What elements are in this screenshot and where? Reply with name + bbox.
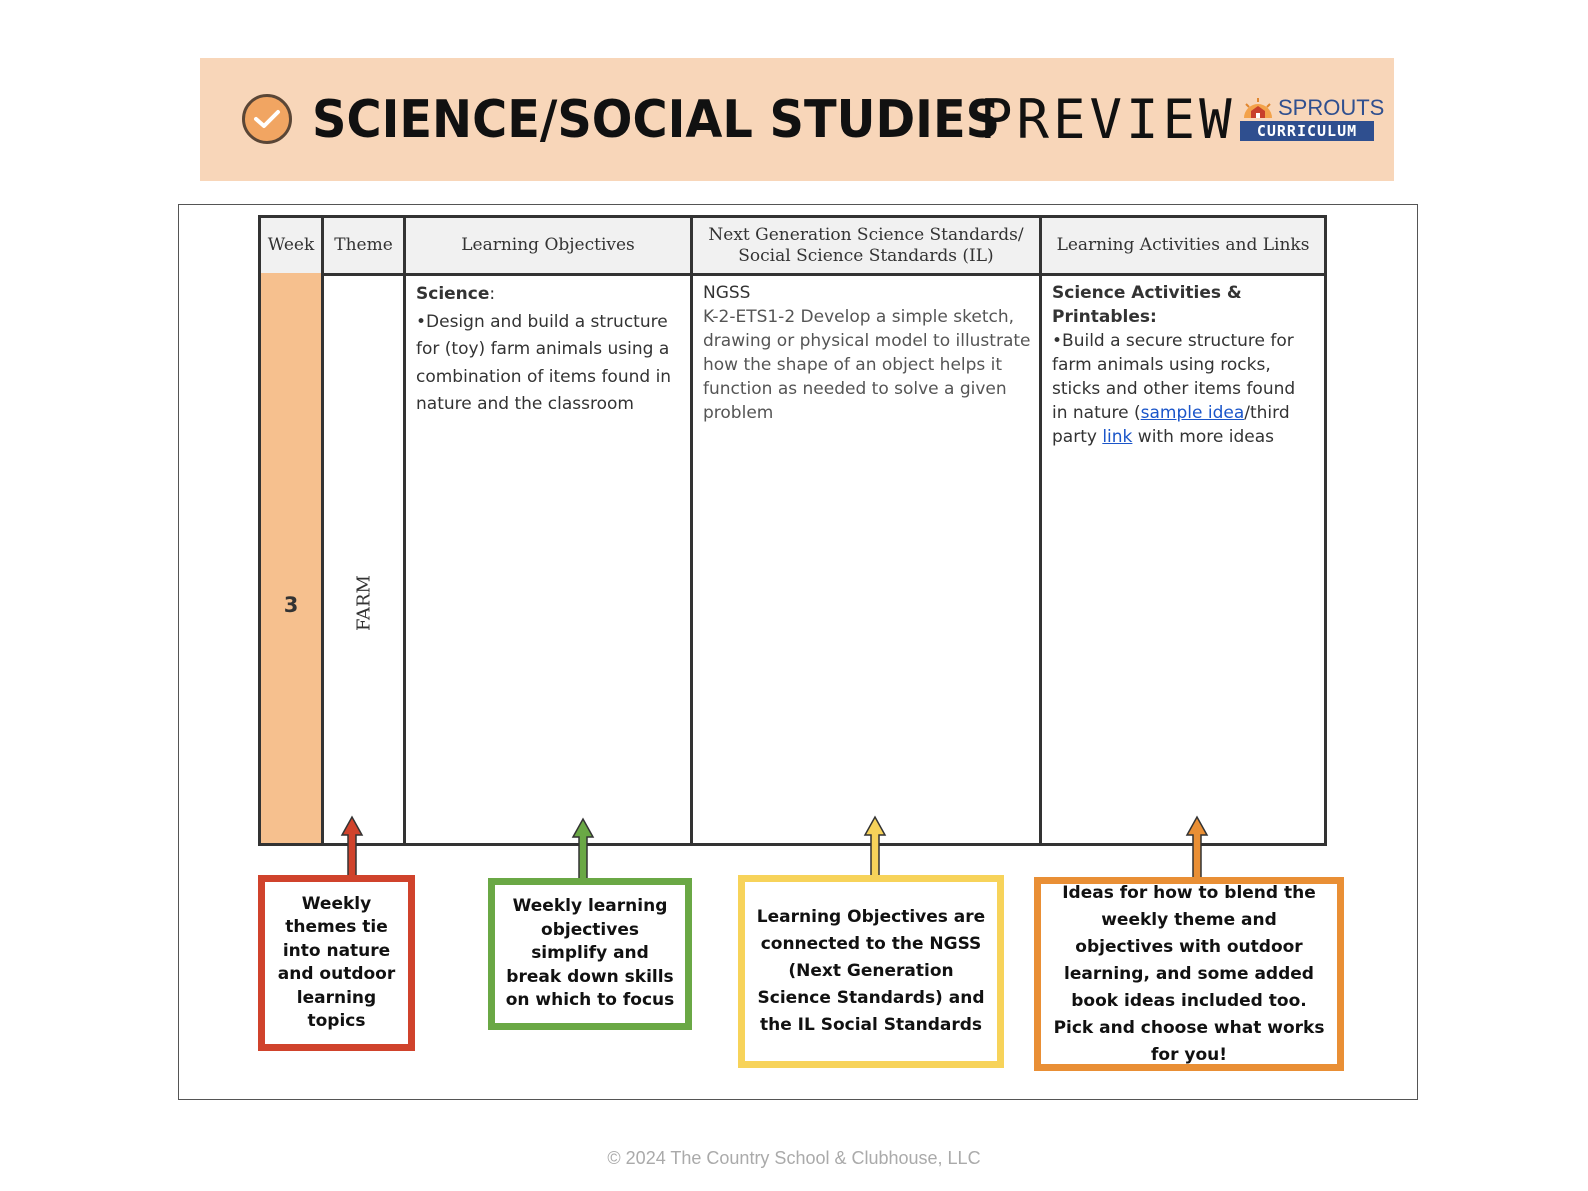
activities-cell <box>1039 273 1327 846</box>
activities-text-after: with more ideas <box>1132 427 1274 447</box>
standards-cell <box>690 273 1042 846</box>
objectives-text: •Design and build a structure for (toy) farm animals using a combination of items found in nature and the classroom <box>416 311 672 414</box>
sunrise-barn-icon <box>1240 96 1276 120</box>
orange-arrow-icon <box>1185 815 1209 881</box>
red-arrow-icon <box>340 815 364 879</box>
copyright-footer: © 2024 The Country School & Clubhouse, LLC <box>607 1148 981 1168</box>
activities-text-before: •Build a secure structure for farm animals using rocks, sticks and other items found in nature ( <box>1052 331 1296 423</box>
header-standards <box>690 215 1042 276</box>
callout-objectives: Weekly learning objectives simplify and break down skills on which to focus <box>488 878 692 1030</box>
green-arrow-icon <box>571 817 595 881</box>
title-preview-text: PREVIEW <box>980 88 1236 151</box>
activities-text-middle: /third party <box>1052 403 1290 447</box>
sample-idea-link[interactable]: sample idea <box>1140 403 1245 423</box>
theme-label: FARM <box>353 575 374 631</box>
activities-label: Science Activities & Printables: <box>1052 283 1242 327</box>
yellow-arrow-icon <box>863 815 887 881</box>
theme-cell <box>321 273 406 846</box>
page-title <box>312 82 1236 158</box>
logo-top <box>1240 95 1385 120</box>
header-theme: Theme <box>321 215 406 276</box>
week-number: 3 <box>283 593 299 617</box>
logo-sprouts-text: SPROUTS <box>1278 95 1385 120</box>
title-banner <box>200 58 1394 181</box>
third-party-link[interactable]: link <box>1102 427 1133 447</box>
header-activities: Learning Activities and Links <box>1039 215 1327 276</box>
week-cell <box>258 273 324 846</box>
objectives-label: Science <box>416 284 490 304</box>
header-standards-line2: Social Science Standards (IL) <box>738 245 994 266</box>
standards-text: K-2-ETS1-2 Develop a simple sketch, drawing or physical model to illustrate how the shape of an object helps it function as needed to solve a given problem <box>703 307 1031 423</box>
standards-content <box>703 281 1031 425</box>
checkmark-badge-icon <box>242 94 292 144</box>
sprouts-curriculum-logo <box>1240 95 1385 144</box>
logo-curriculum-text: CURRICULUM <box>1240 121 1374 141</box>
callout-standards: Learning Objectives are connected to the NGSS (Next Generation Science Standards) and the IL Social Standards <box>738 875 1004 1068</box>
header-standards-line1: Next Generation Science Standards/ <box>708 224 1024 245</box>
title-bold-text: SCIENCE/SOCIAL STUDIES <box>312 90 1001 150</box>
activities-content <box>1052 281 1316 449</box>
objectives-cell <box>403 273 693 846</box>
standards-label: NGSS <box>703 283 751 303</box>
callout-themes: Weekly themes tie into nature and outdoor learning topics <box>258 875 415 1051</box>
header-objectives: Learning Objectives <box>403 215 693 276</box>
callout-activities: Ideas for how to blend the weekly theme and objectives with outdoor learning, and some added book ideas included too. Pick and choose what works for you! <box>1034 877 1344 1071</box>
header-week: Week <box>258 215 324 276</box>
objectives-label-colon: : <box>489 284 496 304</box>
objectives-content <box>416 281 682 419</box>
curriculum-table <box>258 215 1338 846</box>
